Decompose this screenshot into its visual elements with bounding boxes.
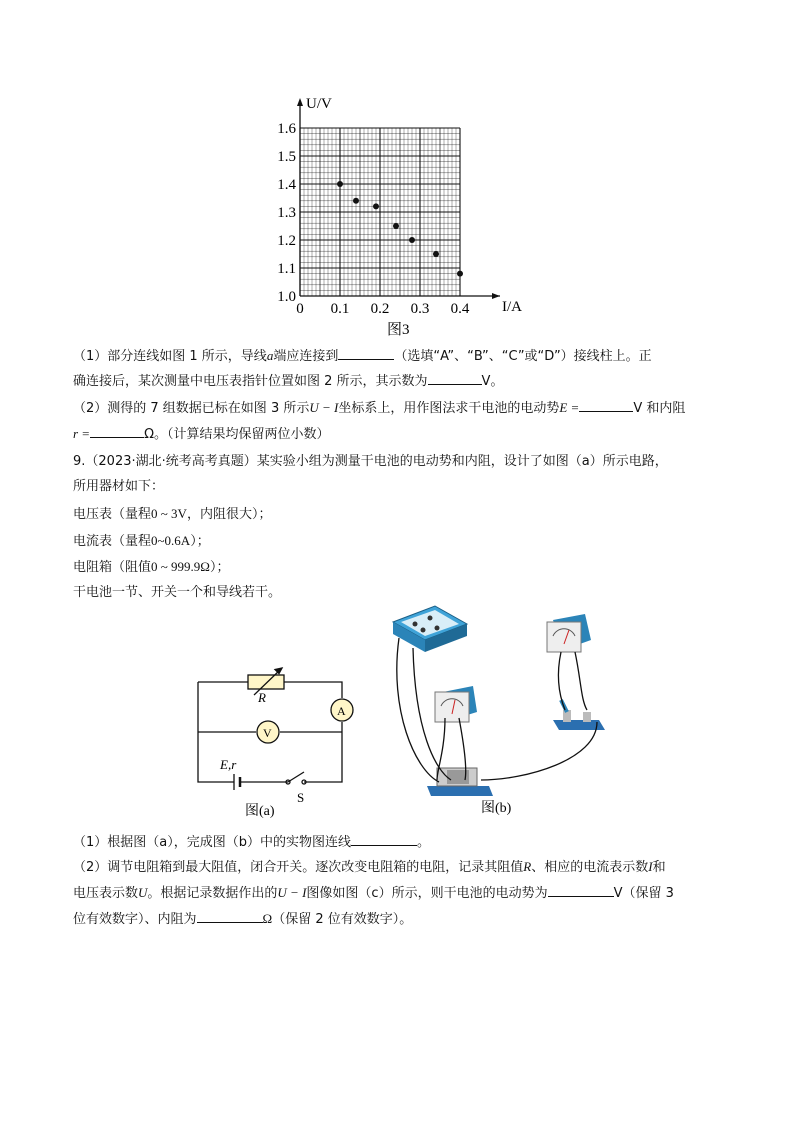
- caption-a: 图(a): [245, 804, 275, 819]
- q9-voltmeter-line: [73, 504, 271, 525]
- battery-holder: [427, 768, 493, 796]
- q9-part2-line3: [73, 909, 412, 930]
- q9-res-b: ）；: [209, 560, 230, 575]
- q9-amp-range: 0~0.6A: [151, 533, 191, 548]
- q8-1-text-a: （1）部分连线如图 1 所示，导线: [73, 349, 267, 364]
- data-point: [457, 271, 463, 277]
- x-tick-label: 0.3: [410, 301, 430, 317]
- q9-2-c: 和: [652, 860, 666, 875]
- q9-2-R: R: [523, 859, 532, 874]
- label-A: A: [337, 704, 346, 718]
- q8-2-text-c: V 和内阻: [633, 401, 686, 416]
- x-tick-label: 0.4: [450, 301, 470, 317]
- rheostat-symbol: [248, 675, 284, 689]
- y-axis-arrow: [297, 98, 303, 106]
- q9-2-e: 。根据记录数据作出的: [147, 886, 278, 901]
- x-tick-label: 0.2: [370, 301, 390, 317]
- answer-blank-resistance[interactable]: [90, 424, 144, 438]
- data-point: [409, 237, 415, 243]
- data-point: [393, 223, 399, 229]
- label-R: R: [258, 690, 266, 705]
- q9-part2-line1: [73, 857, 666, 878]
- q8-1-text-b: 端应连接到: [273, 349, 339, 364]
- data-point: [373, 203, 379, 209]
- q9-2-ohm: Ω: [262, 911, 273, 926]
- data-point: [353, 198, 359, 204]
- q9-2-I: I: [648, 859, 653, 874]
- q9-1-a: （1）根据图（a），完成图（b）中的实物图连线: [73, 835, 351, 850]
- q9-misc: 干电池一节、开关一个和导线若干。: [73, 585, 282, 600]
- q8-2-ui: U − I: [309, 400, 339, 415]
- x-tick-label: 0: [296, 301, 304, 317]
- rheostat-arrowhead: [275, 668, 282, 674]
- answer-blank-voltage[interactable]: [428, 371, 482, 385]
- x-tick-label: 0.1: [330, 301, 350, 317]
- data-point: [337, 181, 343, 187]
- q9-vol-b: ，内阻很大）；: [186, 507, 272, 522]
- q9-2-h: 位有效数字）、内阻为: [73, 912, 197, 927]
- label-V: V: [263, 726, 272, 740]
- answer-blank-terminal[interactable]: [338, 346, 394, 360]
- q9-title: 9.（2023·湖北·统考高考真题）某实验小组为测量干电池的电动势和内阻，设计了如图（a）所示电路，: [73, 454, 668, 469]
- q8-2-r: r =: [73, 426, 91, 441]
- q8-2-E: E =: [559, 400, 580, 415]
- q9-res-a: 电阻箱（阻值: [73, 560, 152, 575]
- y-axis-label: U/V: [306, 96, 332, 112]
- caption-b: 图(b): [481, 801, 512, 816]
- q9-2-a: （2）调节电阻箱到最大阻值，闭合开关。逐次改变电阻箱的电阻，记录其阻值: [73, 860, 524, 875]
- q9-amp-b: ）；: [190, 534, 210, 549]
- q8-2-text-d: Ω。（计算结果均保留两位小数）: [144, 427, 330, 442]
- q9-part2-line2: [73, 883, 674, 904]
- ammeter-device: [547, 614, 591, 652]
- answer-blank-emf[interactable]: [579, 398, 633, 412]
- q8-part2-line1: [73, 398, 685, 419]
- answer-blank-resistance-9[interactable]: [197, 909, 263, 923]
- q8-1-unit: V。: [481, 374, 504, 389]
- q9-part1: [73, 832, 430, 853]
- q8-part2-line2: [73, 424, 330, 445]
- q9-res-range: 0 ~ 999.9Ω: [151, 559, 210, 574]
- data-point: [433, 251, 439, 257]
- y-tick-label: 1.6: [277, 121, 296, 137]
- y-tick-label: 1.2: [277, 233, 296, 249]
- circuit-diagram-a: [190, 662, 360, 822]
- q9-vol-range: 0 ~ 3V: [151, 506, 187, 521]
- q9-2-U: U: [138, 885, 148, 900]
- chart-grid: [300, 128, 460, 296]
- q9-vol-a: 电压表（量程: [73, 507, 152, 522]
- q9-ammeter-line: [73, 531, 210, 552]
- q9-2-d: 电压表示数: [73, 886, 139, 901]
- label-S: S: [297, 790, 305, 805]
- u-i-scatter-chart: [260, 88, 540, 344]
- y-tick-label: 1.3: [277, 205, 296, 221]
- y-tick-label: 1.5: [277, 149, 296, 165]
- q8-1-text-d: 确连接后，某次测量中电压表指针位置如图 2 所示，其示数为: [73, 374, 428, 389]
- x-axis-arrow: [492, 293, 500, 299]
- q9-1-b: 。: [417, 835, 431, 850]
- switch-blade: [288, 772, 304, 782]
- y-tick-label: 1.0: [277, 289, 296, 305]
- q9-resistor-box-line: [73, 557, 229, 578]
- y-tick-label: 1.4: [277, 177, 296, 193]
- apparatus-diagram-b: [385, 600, 615, 822]
- q8-1-text-c: （选填“A”、“B”、“C”或“D”）接线柱上。正: [394, 349, 652, 364]
- answer-blank-wiring[interactable]: [351, 832, 417, 846]
- q8-2-text-a: （2）测得的 7 组数据已标在如图 3 所示: [73, 401, 310, 416]
- x-axis-label: I/A: [502, 299, 522, 315]
- q9-amp-a: 电流表（量程: [73, 534, 152, 549]
- q8-part1-line1: [73, 346, 652, 367]
- answer-blank-emf-9[interactable]: [548, 883, 614, 897]
- q8-part1-line2: [73, 371, 503, 392]
- voltmeter-device: [435, 686, 477, 722]
- q8-2-text-b: 坐标系上，用作图法求干电池的电动势: [338, 401, 560, 416]
- q9-2-f: 图像如图（c）所示，则干电池的电动势为: [306, 886, 548, 901]
- q9-2-b: 、相应的电流表示数: [531, 860, 649, 875]
- q9-2-i: （保留 2 位有效数字）。: [272, 912, 413, 927]
- q9-2-g: V（保留 3: [613, 886, 674, 901]
- q9-title2: 所用器材如下：: [73, 479, 165, 494]
- resistor-box: [393, 606, 467, 652]
- q8-1-var-a: a: [266, 348, 274, 363]
- label-Er: E,r: [220, 757, 237, 772]
- q9-2-ui: U − I: [277, 885, 307, 900]
- y-tick-label: 1.1: [277, 261, 296, 277]
- figure-caption: 图3: [387, 322, 410, 338]
